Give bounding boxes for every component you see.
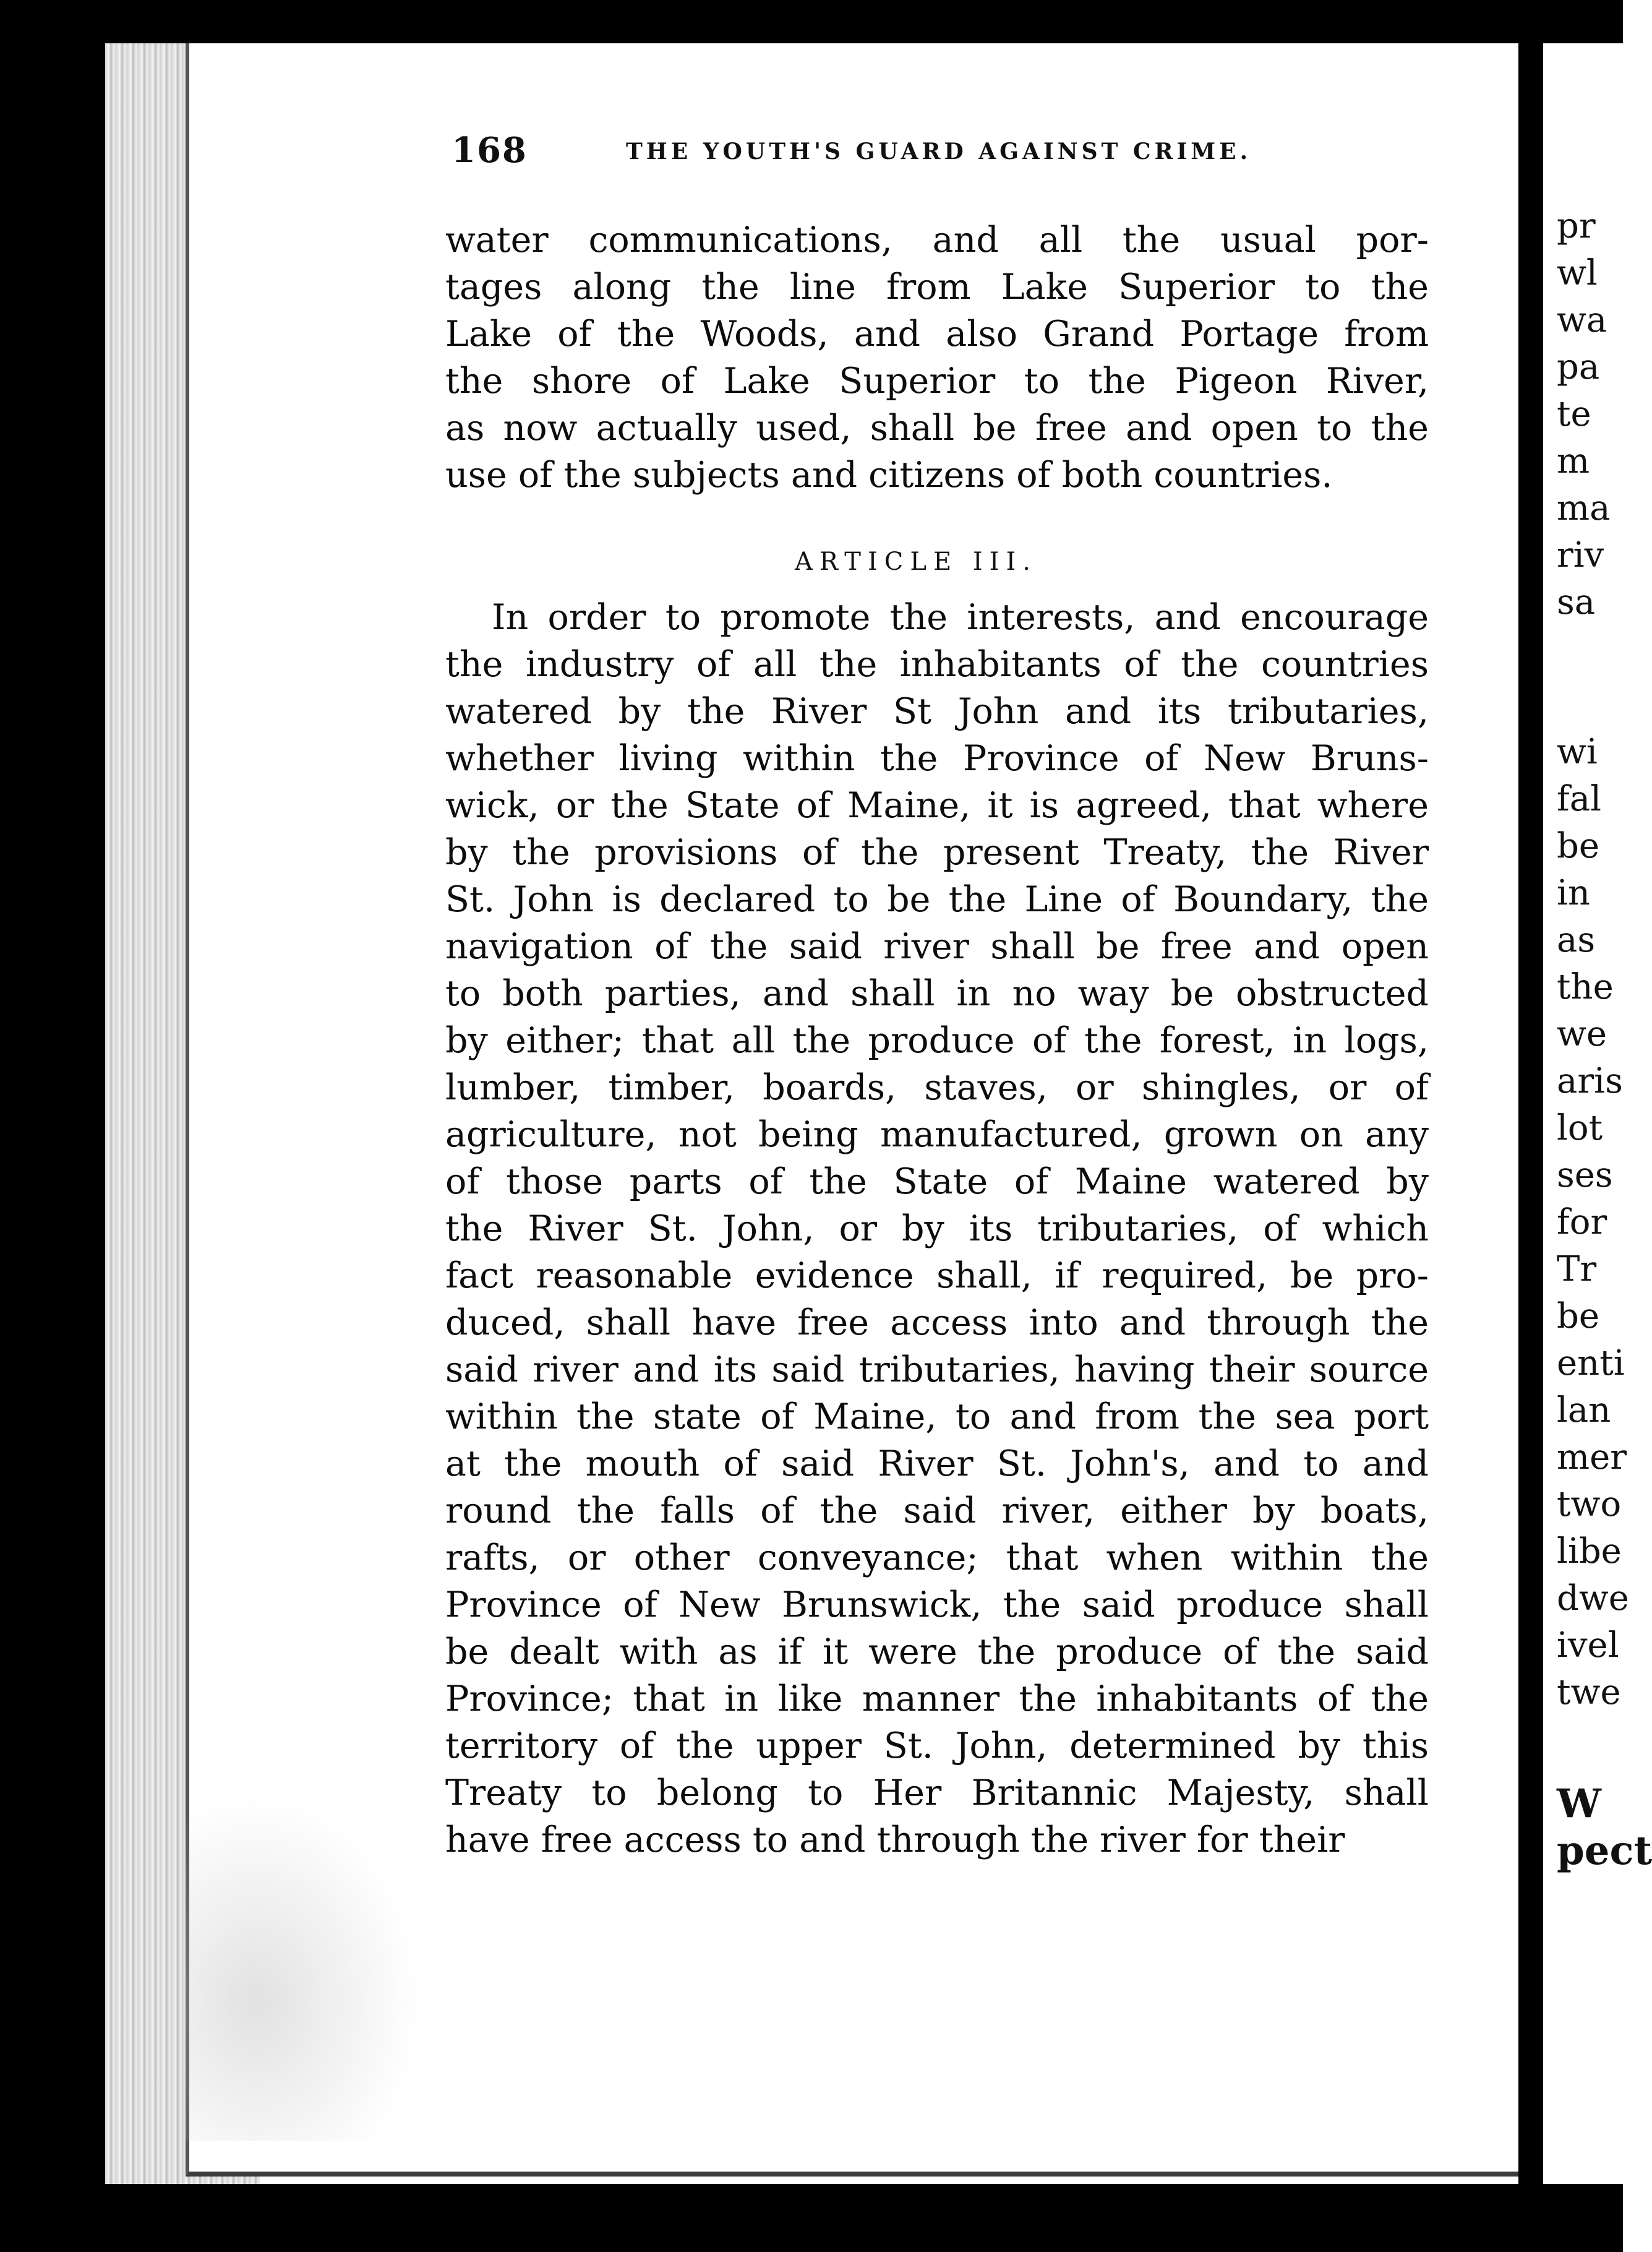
right-page-text-fragment: wa <box>1557 300 1607 340</box>
page-number: 168 <box>452 130 528 171</box>
page-header <box>452 130 1286 179</box>
right-page-text-fragment: ma <box>1557 488 1611 528</box>
right-page-text-fragment: dwe <box>1557 1578 1629 1618</box>
article-heading: ARTICLE III. <box>795 548 1037 576</box>
right-page-text-fragment: for <box>1557 1202 1607 1242</box>
right-page-text-fragment: be <box>1557 1296 1599 1336</box>
right-page-text-fragment: be <box>1557 826 1599 866</box>
right-page-text-fragment: two <box>1557 1484 1622 1524</box>
right-page-text-fragment: aris <box>1557 1061 1623 1101</box>
right-page-text-fragment: Tr <box>1557 1249 1597 1289</box>
right-page-text-fragment: wi <box>1557 732 1598 772</box>
text-line: tages along the line from Lake Superior to the <box>445 267 1429 307</box>
running-head: THE YOUTH'S GUARD AGAINST CRIME. <box>626 139 1252 165</box>
right-page-text-fragment: te <box>1557 394 1591 434</box>
text-line: whether living within the Province of New Bruns- <box>445 738 1429 779</box>
text-line: lumber, timber, boards, staves, or shingles, or of <box>445 1067 1429 1108</box>
text-line: Treaty to belong to Her Britannic Majesty, shall <box>445 1773 1429 1813</box>
text-line: be dealt with as if it were the produce of the said <box>445 1631 1429 1672</box>
text-line: Province of New Brunswick, the said produce shall <box>445 1584 1429 1625</box>
right-page-text-fragment: as <box>1557 920 1596 960</box>
right-page-text-fragment: W <box>1557 1781 1601 1827</box>
text-line: the shore of Lake Superior to the Pigeon River, <box>445 361 1429 402</box>
right-page-text-fragment: we <box>1557 1014 1607 1054</box>
text-line: at the mouth of said River St. John's, and to and <box>445 1443 1429 1484</box>
right-page-text-fragment: lot <box>1557 1108 1603 1148</box>
text-line: fact reasonable evidence shall, if required, be pro- <box>445 1255 1429 1296</box>
right-page-text-fragment: fal <box>1557 779 1602 819</box>
right-page-text-fragment: mer <box>1557 1437 1627 1477</box>
text-line: to both parties, and shall in no way be obstructed <box>445 973 1429 1014</box>
right-page-text-fragment: wl <box>1557 253 1598 293</box>
right-page-text-fragment: ivel <box>1557 1625 1619 1665</box>
right-page-text-fragment: pa <box>1557 347 1600 387</box>
text-line: within the state of Maine, to and from the sea port <box>445 1396 1429 1437</box>
text-line: wick, or the State of Maine, it is agreed, that where <box>445 785 1429 826</box>
book-page-right <box>1543 43 1652 2184</box>
text-line: round the falls of the said river, either by boats, <box>445 1490 1429 1531</box>
right-page-text-fragment: enti <box>1557 1343 1625 1383</box>
text-line: territory of the upper St. John, determined by this <box>445 1726 1429 1766</box>
text-line: water communications, and all the usual por- <box>445 220 1429 260</box>
right-page-text-fragment: in <box>1557 873 1590 913</box>
text-line: use of the subjects and citizens of both countries. <box>445 455 1333 496</box>
right-page-text-fragment: the <box>1557 967 1614 1007</box>
right-page-text-fragment: riv <box>1557 535 1604 575</box>
right-page-text-fragment: lan <box>1557 1390 1611 1430</box>
book-gutter <box>1518 0 1543 2252</box>
scan-border-top <box>0 0 1623 43</box>
text-line: agriculture, not being manufactured, grown on any <box>445 1114 1429 1155</box>
right-page-text-fragment: sa <box>1557 582 1596 622</box>
page-stain <box>186 1794 421 2141</box>
text-line: In order to promote the interests, and encourage <box>492 597 1429 638</box>
text-line: by either; that all the produce of the forest, in logs, <box>445 1020 1429 1061</box>
text-line: Province; that in like manner the inhabitants of the <box>445 1678 1429 1719</box>
text-line: as now actually used, shall be free and open to the <box>445 408 1429 449</box>
text-line: watered by the River St John and its tributaries, <box>445 691 1429 732</box>
text-line: said river and its said tributaries, having their source <box>445 1349 1429 1390</box>
text-line: Lake of the Woods, and also Grand Portage from <box>445 314 1429 355</box>
text-line: the industry of all the inhabitants of the countries <box>445 644 1429 685</box>
scan-border-bottom <box>0 2184 1623 2252</box>
right-page-text-fragment: ses <box>1557 1155 1613 1195</box>
right-page-text-fragment: m <box>1557 441 1590 481</box>
right-page-text-fragment: twe <box>1557 1672 1621 1713</box>
text-line: have free access to and through the river for their <box>445 1820 1345 1860</box>
right-page-text-fragment: libe <box>1557 1531 1622 1571</box>
text-line: of those parts of the State of Maine watered by <box>445 1161 1429 1202</box>
right-page-text-fragment: pr <box>1557 206 1596 246</box>
text-line: navigation of the said river shall be free and open <box>445 926 1429 967</box>
text-line: duced, shall have free access into and through the <box>445 1302 1429 1343</box>
text-line: by the provisions of the present Treaty, the River <box>445 832 1429 873</box>
text-line: the River St. John, or by its tributaries, of which <box>445 1208 1429 1249</box>
text-line: rafts, or other conveyance; that when within the <box>445 1537 1429 1578</box>
scan-border-left <box>0 0 105 2252</box>
right-page-text-fragment: pect <box>1557 1828 1652 1874</box>
text-line: St. John is declared to be the Line of Boundary, the <box>445 879 1429 920</box>
